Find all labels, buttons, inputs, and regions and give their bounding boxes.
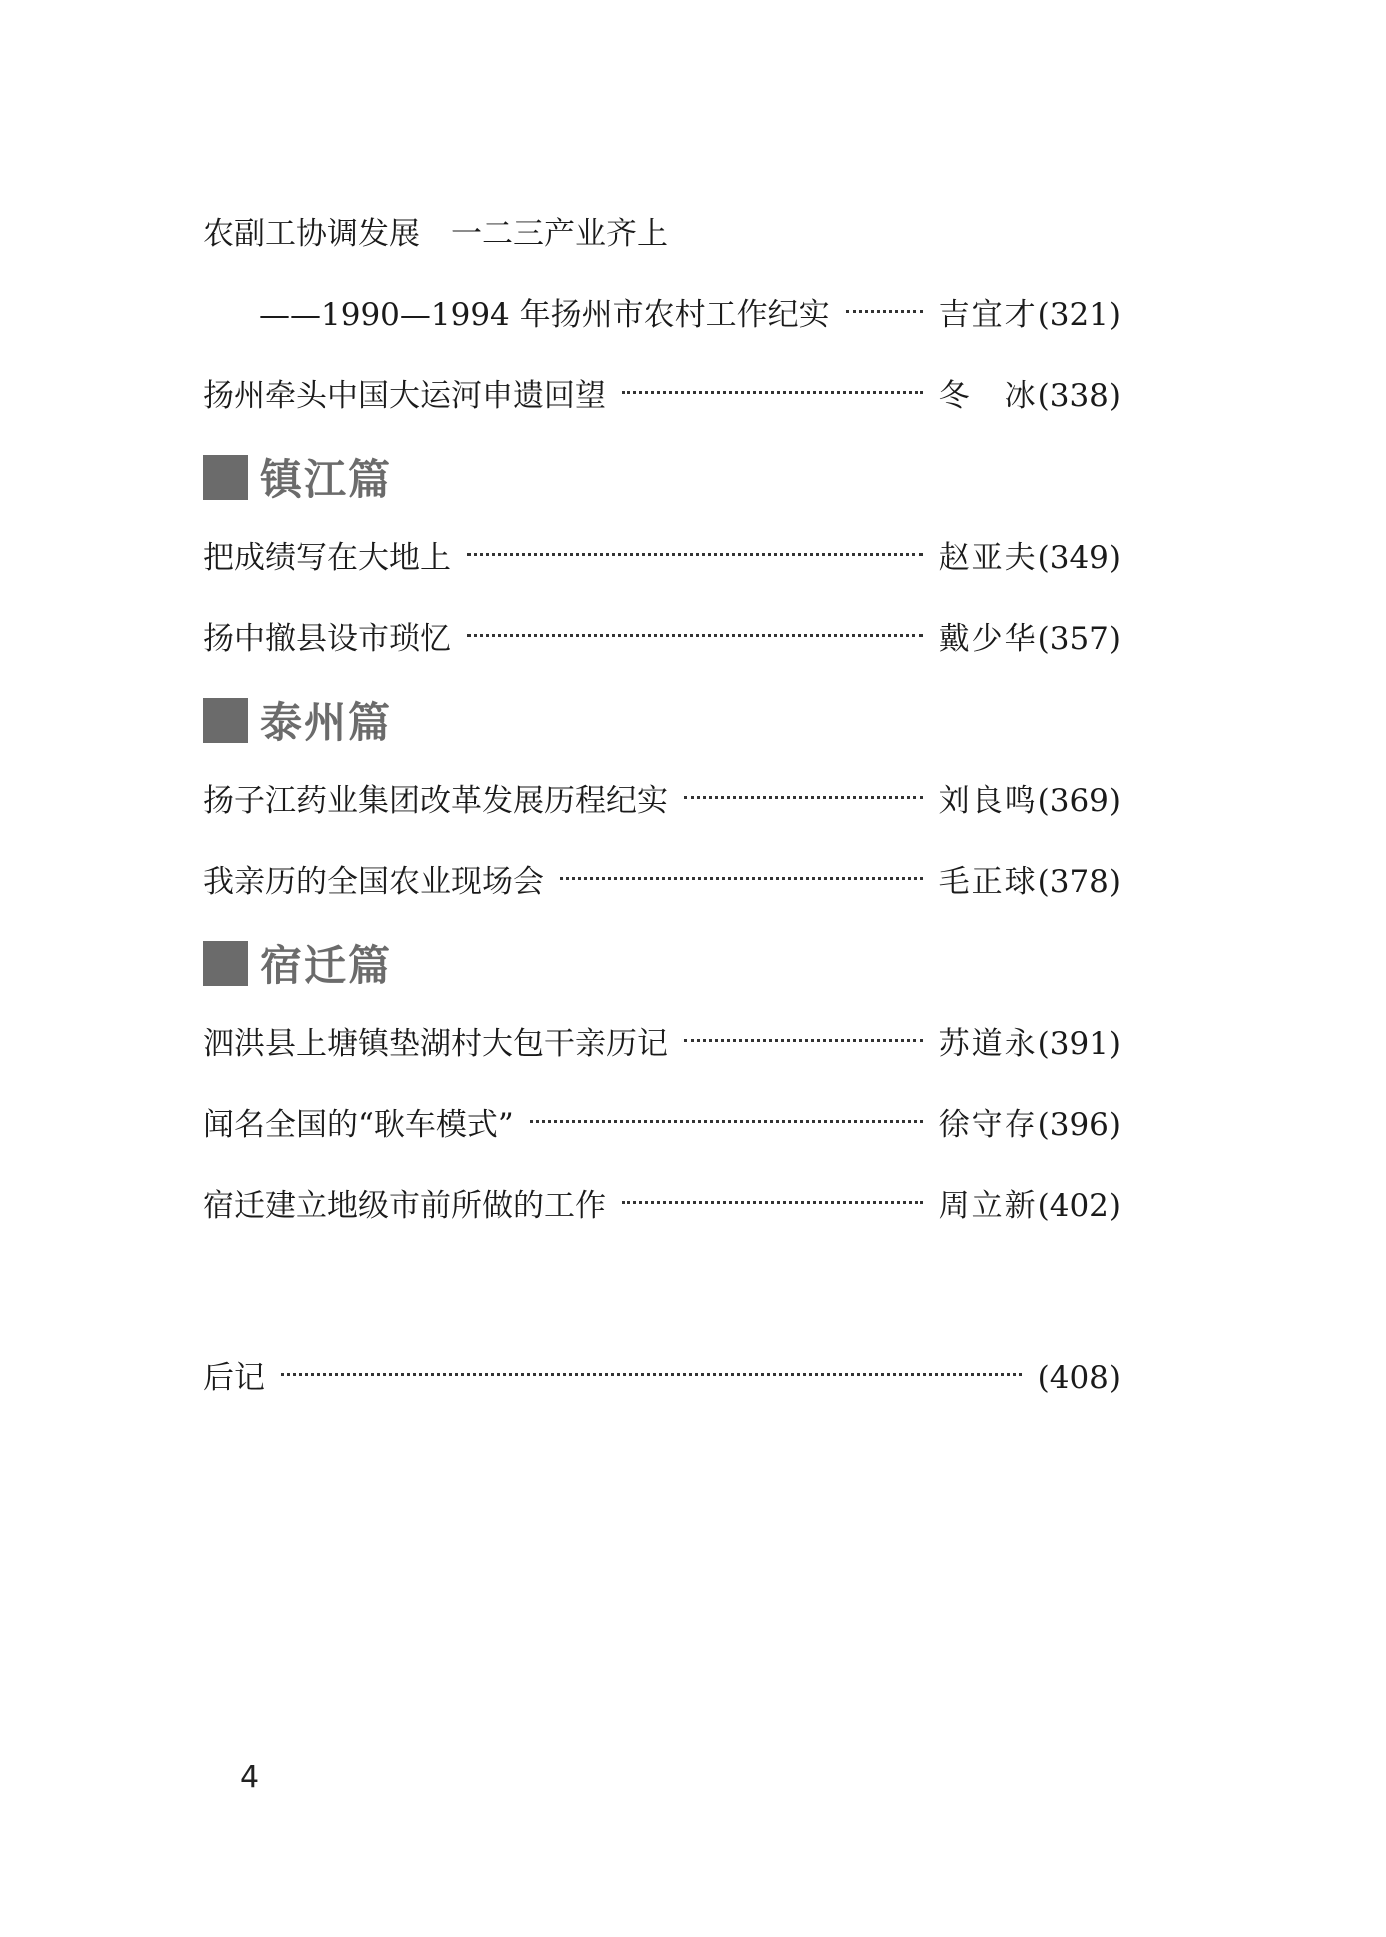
section-title: 宿迁篇 xyxy=(260,941,393,990)
entry-page: (391) xyxy=(1037,1026,1121,1062)
toc-entry xyxy=(203,1186,1121,1226)
dot-leader xyxy=(684,1039,923,1042)
entry-author: 冬 冰 xyxy=(938,378,1038,414)
dot-leader xyxy=(622,1201,923,1204)
entry-page: (338) xyxy=(1037,378,1121,414)
entry-author: 徐守存 xyxy=(938,1107,1038,1143)
dot-leader xyxy=(560,877,923,880)
entry-author: 苏道永 xyxy=(938,1026,1038,1062)
toc-entry xyxy=(203,1105,1121,1145)
entry-page: (321) xyxy=(1037,297,1121,333)
toc-entry-afterword xyxy=(203,1358,1121,1398)
entry-page: (396) xyxy=(1037,1107,1121,1143)
section-marker xyxy=(203,941,248,986)
dot-leader xyxy=(684,796,923,799)
page-number: 4 xyxy=(240,1760,260,1795)
toc-entry xyxy=(203,538,1121,578)
entry-author: 吉宜才 xyxy=(938,297,1038,333)
toc-entry xyxy=(203,1024,1121,1064)
section-title: 泰州篇 xyxy=(260,698,393,747)
entry-author: 刘良鸣 xyxy=(938,783,1038,819)
section-heading xyxy=(203,452,1121,502)
section-marker xyxy=(203,455,248,500)
toc-entry xyxy=(203,214,1121,254)
toc-entry xyxy=(203,862,1121,902)
entry-title: 把成绩写在大地上 xyxy=(203,540,451,576)
toc-entry xyxy=(203,376,1121,416)
entry-page: (349) xyxy=(1037,540,1121,576)
section-heading xyxy=(203,938,1121,988)
section-marker xyxy=(203,698,248,743)
section-title: 镇江篇 xyxy=(260,455,393,504)
entry-page: (378) xyxy=(1037,864,1121,900)
dot-leader xyxy=(846,310,923,313)
toc-entry xyxy=(203,295,1121,335)
entry-page: (408) xyxy=(1037,1360,1121,1396)
entry-page: (357) xyxy=(1037,621,1121,657)
entry-page: (402) xyxy=(1037,1188,1121,1224)
entry-title: 农副工协调发展 一二三产业齐上 xyxy=(203,216,668,252)
entry-title: ——1990—1994 年扬州市农村工作纪实 xyxy=(259,297,830,333)
dot-leader xyxy=(622,391,923,394)
dot-leader xyxy=(467,553,923,556)
entry-title: 后记 xyxy=(203,1360,265,1396)
entry-title: 闻名全国的“耿车模式” xyxy=(203,1107,514,1143)
entry-author: 周立新 xyxy=(938,1188,1038,1224)
toc-entry xyxy=(203,619,1121,659)
entry-title: 我亲历的全国农业现场会 xyxy=(203,864,544,900)
entry-title: 扬州牵头中国大运河申遗回望 xyxy=(203,378,606,414)
section-heading xyxy=(203,695,1121,745)
entry-page: (369) xyxy=(1037,783,1121,819)
entry-title: 扬中撤县设市琐忆 xyxy=(203,621,451,657)
entry-title: 泗洪县上塘镇垫湖村大包干亲历记 xyxy=(203,1026,668,1062)
dot-leader xyxy=(467,634,923,637)
entry-title: 宿迁建立地级市前所做的工作 xyxy=(203,1188,606,1224)
toc-entry xyxy=(203,781,1121,821)
entry-author: 毛正球 xyxy=(938,864,1038,900)
entry-author: 赵亚夫 xyxy=(938,540,1038,576)
entry-title: 扬子江药业集团改革发展历程纪实 xyxy=(203,783,668,819)
dot-leader xyxy=(281,1373,1022,1376)
dot-leader xyxy=(530,1120,923,1123)
table-of-contents xyxy=(203,214,1121,1398)
entry-author: 戴少华 xyxy=(938,621,1038,657)
